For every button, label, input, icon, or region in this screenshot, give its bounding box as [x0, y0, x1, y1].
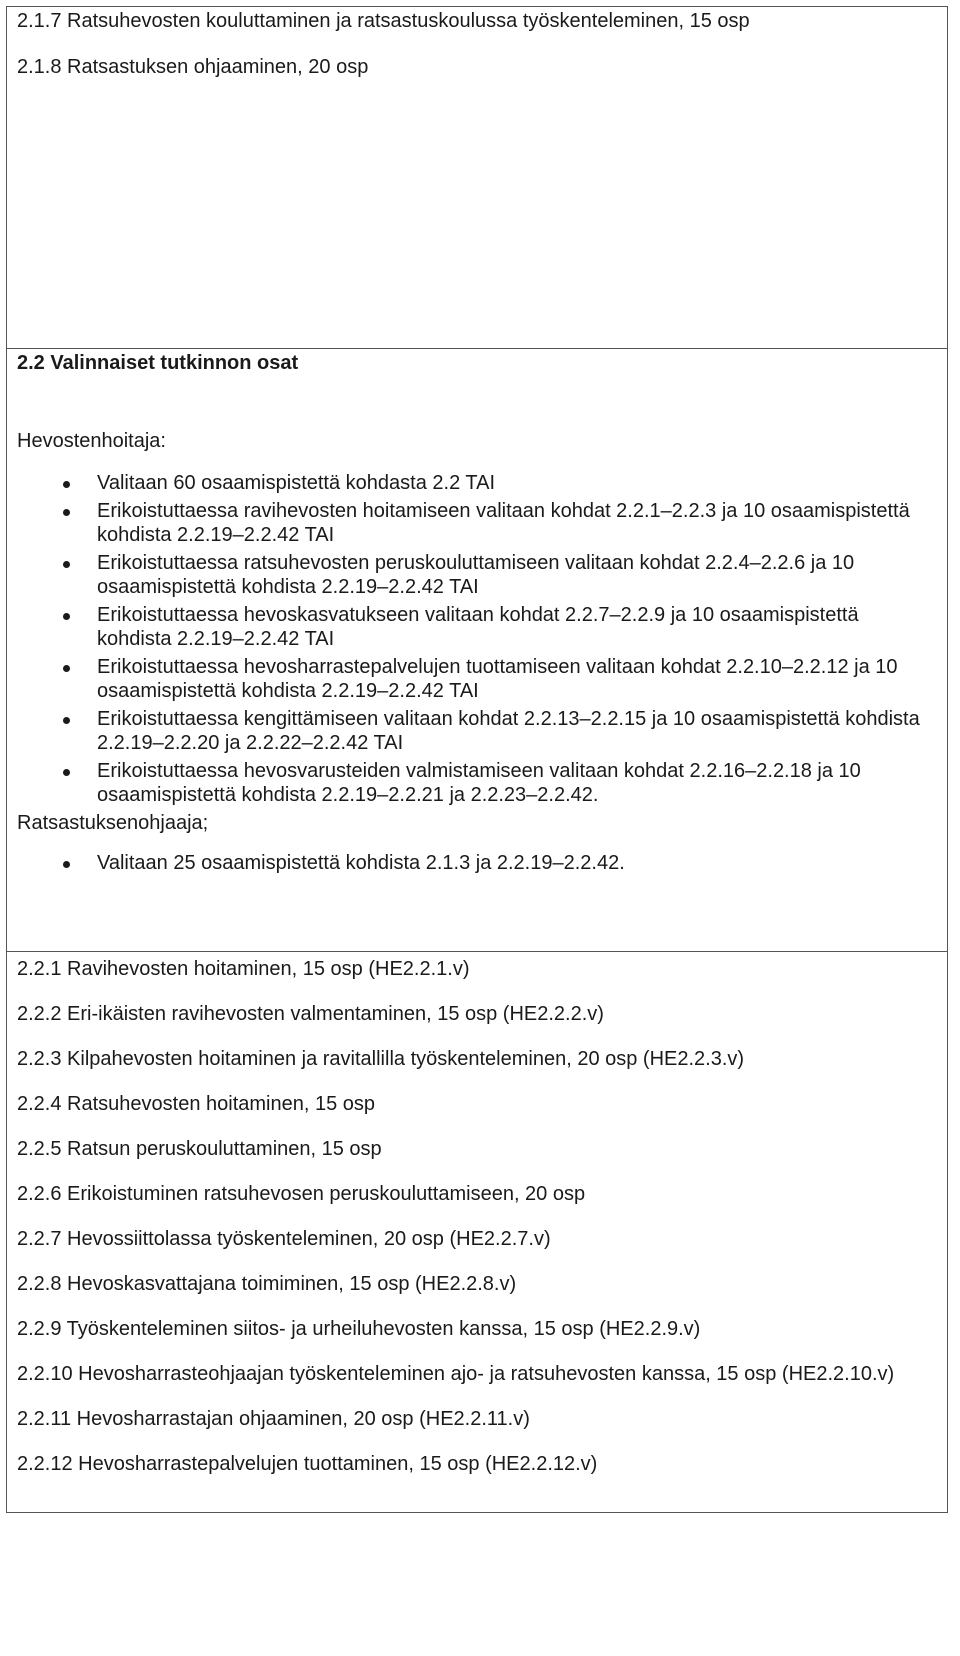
bullet-icon [63, 561, 70, 568]
list-item: 2.2.1 Ravihevosten hoitaminen, 15 osp (HE2.2.1.v) [17, 958, 470, 980]
bullet-item [17, 499, 937, 547]
list-item: 2.2.6 Erikoistuminen ratsuhevosen peruskouluttamiseen, 20 osp [17, 1183, 586, 1205]
list-item: 2.2.4 Ratsuhevosten hoitaminen, 15 osp [17, 1093, 376, 1115]
table-cell-bottom [7, 952, 947, 1512]
list-item: 2.2.10 Hevosharrasteohjaajan työskenteleminen ajo- ja ratsuhevosten kanssa, 15 osp (HE2.2.10.v) [17, 1363, 895, 1385]
table-cell-top [7, 7, 947, 349]
bullet-item [17, 655, 937, 703]
list-item: 2.1.8 Ratsastuksen ohjaaminen, 20 osp [17, 56, 369, 78]
list-item: 2.2.11 Hevosharrastajan ohjaaminen, 20 osp (HE2.2.11.v) [17, 1408, 530, 1430]
bullet-icon [63, 481, 70, 488]
bullet-text: Valitaan 60 osaamispistettä kohdasta 2.2 TAI [97, 472, 496, 494]
document-table [6, 6, 948, 1513]
bullet-list-hevostenhoitaja [17, 471, 937, 807]
bullet-item [17, 851, 937, 875]
list-item: 2.2.3 Kilpahevosten hoitaminen ja ravitallilla työskenteleminen, 20 osp (HE2.2.3.v) [17, 1048, 745, 1070]
group-title-ratsastuksenohjaaja: Ratsastuksenohjaaja; [17, 812, 209, 834]
table-cell-middle [7, 349, 947, 952]
bullet-icon [63, 509, 70, 516]
list-item: 2.2.12 Hevosharrastepalvelujen tuottaminen, 15 osp (HE2.2.12.v) [17, 1453, 598, 1475]
group-title-hevostenhoitaja: Hevostenhoitaja: [17, 430, 166, 452]
bullet-text: Erikoistuttaessa ravihevosten hoitamiseen valitaan kohdat 2.2.1–2.2.3 ja 10 osaamispistettä kohdista 2.2.19–2.2.42 TAI [97, 500, 910, 546]
bullet-icon [63, 769, 70, 776]
bullet-text: Erikoistuttaessa ratsuhevosten peruskouluttamiseen valitaan kohdat 2.2.4–2.2.6 ja 10 osaamispistettä kohdista 2.2.19–2.2.42 TAI [97, 552, 855, 598]
list-item: 2.2.9 Työskenteleminen siitos- ja urheiluhevosten kanssa, 15 osp (HE2.2.9.v) [17, 1318, 701, 1340]
list-item: 2.2.7 Hevossiittolassa työskenteleminen, 20 osp (HE2.2.7.v) [17, 1228, 551, 1250]
list-item: 2.2.2 Eri-ikäisten ravihevosten valmentaminen, 15 osp (HE2.2.2.v) [17, 1003, 604, 1025]
list-item: 2.1.7 Ratsuhevosten kouluttaminen ja ratsastuskoulussa työskenteleminen, 15 osp [17, 10, 750, 32]
bullet-item [17, 471, 937, 495]
bullet-text: Valitaan 25 osaamispistettä kohdista 2.1.3 ja 2.2.19–2.2.42. [97, 852, 625, 874]
bullet-icon [63, 613, 70, 620]
bullet-text: Erikoistuttaessa hevoskasvatukseen valitaan kohdat 2.2.7–2.2.9 ja 10 osaamispistettä kohdista 2.2.19–2.2.42 TAI [97, 604, 859, 650]
bullet-text: Erikoistuttaessa hevosvarusteiden valmistamiseen valitaan kohdat 2.2.16–2.2.18 ja 10 osaamispistettä kohdista 2.2.19–2.2.21 ja 2.2.23–2.2.42. [97, 760, 861, 806]
bullet-list-ratsastuksenohjaaja [17, 851, 937, 875]
bullet-item [17, 551, 937, 599]
bullet-item [17, 603, 937, 651]
bullet-icon [63, 861, 70, 868]
bullet-item [17, 759, 937, 807]
list-item: 2.2.8 Hevoskasvattajana toimiminen, 15 osp (HE2.2.8.v) [17, 1273, 517, 1295]
section-heading: 2.2 Valinnaiset tutkinnon osat [17, 352, 299, 374]
list-item: 2.2.5 Ratsun peruskouluttaminen, 15 osp [17, 1138, 382, 1160]
bullet-text: Erikoistuttaessa kengittämiseen valitaan kohdat 2.2.13–2.2.15 ja 10 osaamispistettä kohdista 2.2.19–2.2.20 ja 2.2.22–2.2.42 TAI [97, 708, 920, 754]
bullet-icon [63, 717, 70, 724]
bullet-icon [63, 665, 70, 672]
bullet-item [17, 707, 937, 755]
bullet-text: Erikoistuttaessa hevosharrastepalvelujen tuottamiseen valitaan kohdat 2.2.10–2.2.12 ja 10 osaamispistettä kohdista 2.2.19–2.2.42 TAI [97, 656, 898, 702]
